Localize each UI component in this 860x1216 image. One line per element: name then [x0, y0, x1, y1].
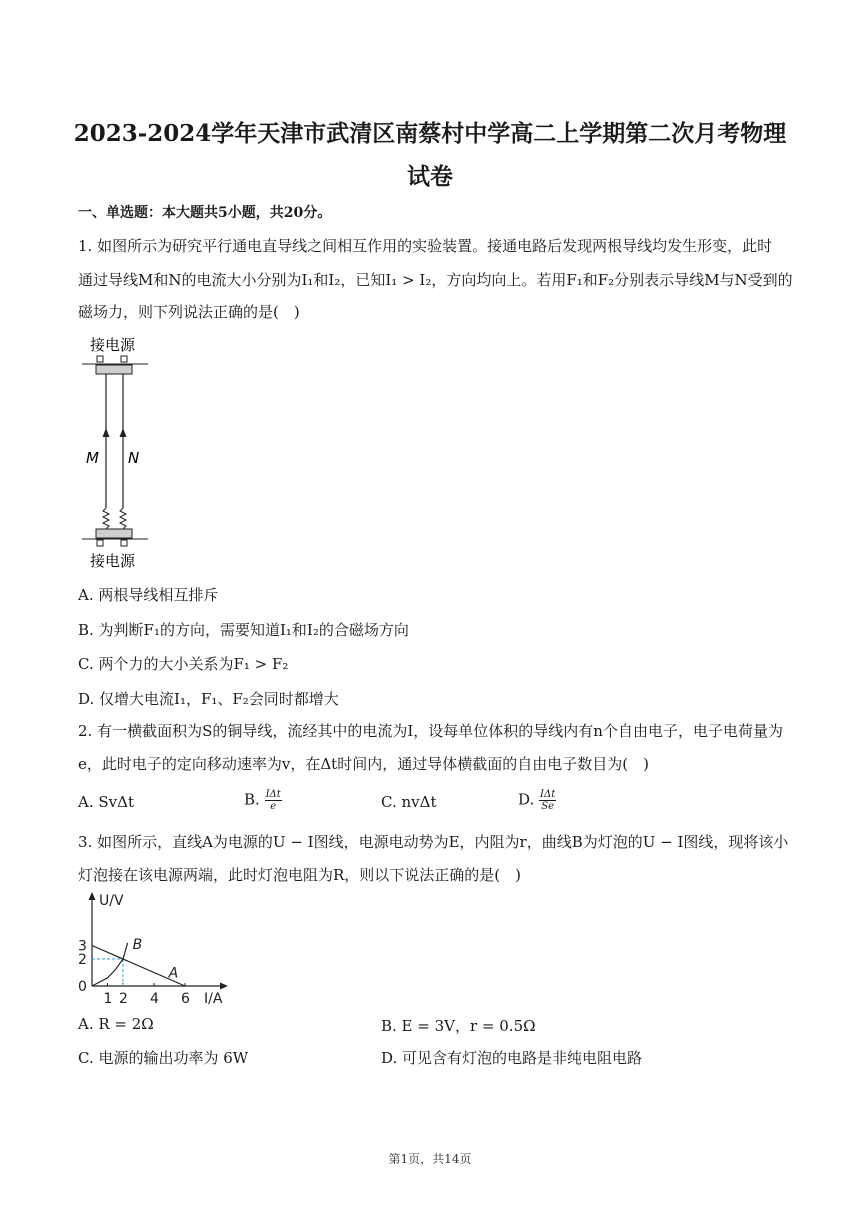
q2-stem-line2: e，此时电子的定向移动速率为v，在Δt时间内，通过导体横截面的自由电子数目为( ) — [78, 755, 649, 773]
q2-option-d — [518, 789, 556, 812]
q1-option-b: B. 为判断F₁的方向，需要知道I₁和I₂的合磁场方向 — [78, 621, 409, 639]
spring-n-icon — [120, 508, 126, 529]
page-title-line2: 试卷 — [407, 163, 453, 190]
wire-m-current-arrow-icon — [103, 428, 110, 437]
series-line-b — [92, 943, 128, 986]
q3-stem-line1: 3. 如图所示，直线A为电源的U − I图线，电源电动势为E，内阻为r，曲线B为灯泡的U − I图线，现将该小 — [78, 833, 789, 851]
page-title-line1: 2023-2024学年天津市武清区南蔡村中学高二上学期第二次月考物理 — [73, 120, 787, 147]
x-tick-label: 6 — [181, 991, 190, 1007]
q1-stem-line1: 1. 如图所示为研究平行通电直导线之间相互作用的实验装置。接通电路后发现两根导线均发生形变，此时 — [78, 237, 773, 255]
series-label-b: B — [132, 936, 143, 953]
fraction-numerator: IΔt — [540, 789, 556, 800]
q1-option-d: D. 仅增大电流I₁，F₁、F₂会同时都增大 — [78, 690, 339, 708]
q3-stem-line2: 灯泡接在该电源两端，此时灯泡电阻为R，则以下说法正确的是( ) — [78, 866, 522, 884]
q1-option-a: A. 两根导线相互排斥 — [78, 586, 219, 604]
q2-option-b-fraction — [265, 789, 282, 812]
q3-option-c: C. 电源的输出功率为 6W — [78, 1049, 249, 1067]
q2-option-d-prefix: D. — [518, 790, 535, 809]
q1-stem-line2: 通过导线M和N的电流大小分别为I₁和I₂，已知I₁ > I₂，方向均向上。若用F₁和F₂分别表示导线M与N受到的 — [78, 271, 793, 289]
q1-apparatus-figure — [78, 332, 158, 572]
q2-option-b-prefix: B. — [244, 790, 260, 809]
y-tick-label: 3 — [78, 938, 87, 955]
x-tick-label: 4 — [150, 991, 159, 1007]
q3-ui-chart — [72, 890, 242, 1008]
section-header: 一、单选题：本大题共5小题，共20分。 — [78, 205, 332, 221]
x-axis-arrow-icon — [220, 983, 228, 990]
q1-stem-line3: 磁场力，则下列说法正确的是( ) — [78, 303, 300, 321]
x-tick-label: 2 — [119, 991, 128, 1007]
spring-m-icon — [103, 508, 109, 529]
fig-bottom-power-label: 接电源 — [90, 552, 136, 570]
page-footer: 第1页，共14页 — [388, 1152, 472, 1166]
x-axis-label: I/A — [204, 991, 223, 1007]
fraction-denominator: Se — [541, 801, 555, 812]
y-axis-arrow-icon — [89, 892, 96, 900]
q2-stem-line1: 2. 有一横截面积为S的铜导线，流经其中的电流为I，设每单位体积的导线内有n个自由电子，电子电荷量为 — [78, 722, 783, 740]
q3-option-a: A. R = 2Ω — [78, 1015, 154, 1033]
y-axis-label: U/V — [99, 893, 124, 909]
q2-option-d-fraction — [539, 789, 556, 812]
wire-n-current-arrow-icon — [120, 428, 127, 437]
x-tick-label: 1 — [103, 991, 113, 1007]
fig-label-n: N — [128, 449, 140, 467]
q2-option-c: C. nvΔt — [381, 793, 437, 811]
q2-option-b — [244, 789, 282, 812]
fraction-denominator: e — [270, 801, 277, 812]
q1-option-c: C. 两个力的大小关系为F₁ > F₂ — [78, 655, 289, 673]
fraction-numerator: IΔt — [265, 789, 281, 800]
fig-top-power-label: 接电源 — [90, 336, 136, 354]
q3-option-d: D. 可见含有灯泡的电路是非纯电阻电路 — [381, 1049, 643, 1067]
y-tick-label: 0 — [78, 979, 87, 995]
y-tick-label: 2 — [78, 952, 87, 968]
fig-label-m: M — [86, 449, 99, 467]
q3-option-b: B. E = 3V，r = 0.5Ω — [381, 1017, 536, 1035]
q2-option-a: A. SvΔt — [78, 793, 134, 811]
series-label-a: A — [168, 965, 179, 982]
